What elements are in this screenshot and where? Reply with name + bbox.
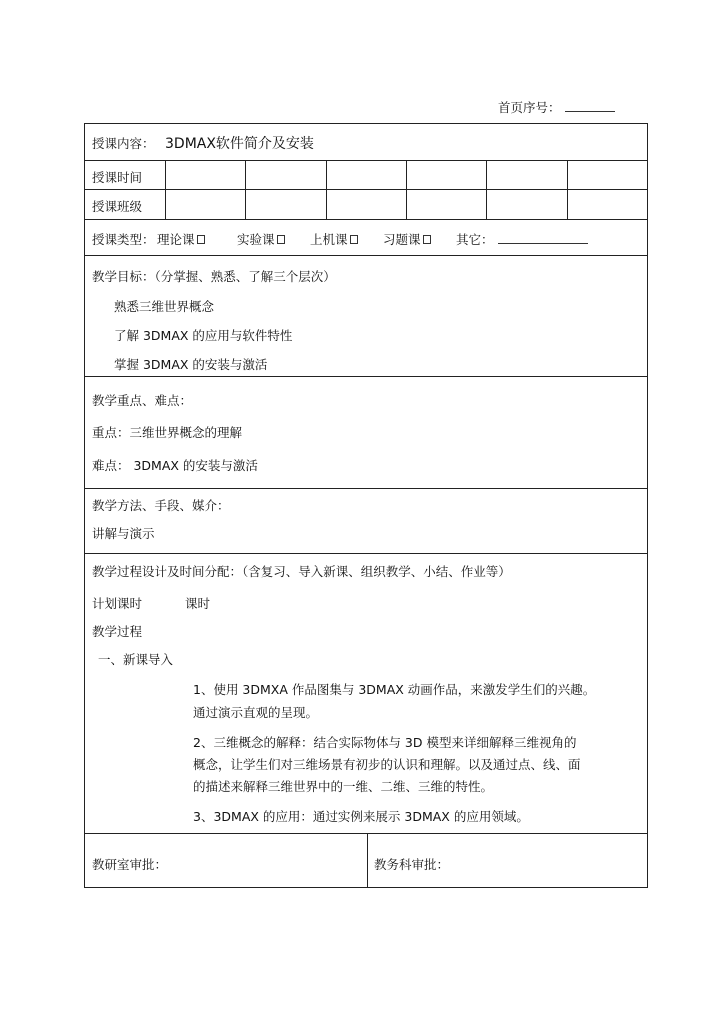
difficulty-text: 难点： 3DMAX 的安装与激活 xyxy=(92,458,258,473)
process-label: 教学过程 xyxy=(92,624,143,639)
process-paragraph-line: 2、三维概念的解释：结合实际物体与 3D 模型来详细解释三维视角的 xyxy=(193,735,577,750)
class-cell[interactable] xyxy=(165,190,166,219)
process-paragraph-line: 3、3DMAX 的应用：通过实例来展示 3DMAX 的应用领域。 xyxy=(193,809,529,824)
objective-item: 熟悉三维世界概念 xyxy=(114,299,215,314)
lesson-plan-form xyxy=(84,123,648,888)
objective-item: 了解 3DMAX 的应用与软件特性 xyxy=(114,328,293,343)
time-cell[interactable] xyxy=(165,161,166,189)
objectives-title: 教学目标：（分掌握、熟悉、了解三个层次） xyxy=(92,269,336,284)
page-number-label: 首页序号： xyxy=(498,100,561,115)
page-number-blank[interactable] xyxy=(565,99,615,112)
course-type-option[interactable]: 理论课 xyxy=(157,230,205,248)
key-points-row xyxy=(85,377,647,489)
objectives-row xyxy=(85,256,647,377)
process-paragraph-line: 1、使用 3DMXA 作品图集与 3DMAX 动画作品，来激发学生们的兴趣。 xyxy=(193,682,596,697)
approvals-divider xyxy=(367,834,368,887)
checkbox-icon[interactable] xyxy=(197,235,205,244)
course-content-value: 3DMAX软件简介及安装 xyxy=(165,136,314,152)
process-paragraph-line: 通过演示直观的呈现。 xyxy=(193,705,319,720)
key-point-text: 重点：三维世界概念的理解 xyxy=(92,425,243,440)
course-type-row xyxy=(85,220,647,256)
course-type-option[interactable]: 实验课 xyxy=(237,230,285,248)
section-heading: 一、新课导入 xyxy=(98,652,174,667)
class-cell[interactable] xyxy=(567,190,568,219)
checkbox-icon[interactable] xyxy=(277,235,285,244)
time-cell[interactable] xyxy=(245,161,246,189)
time-cell[interactable] xyxy=(406,161,407,189)
planned-hours-label: 计划课时 xyxy=(92,596,143,611)
approvals-row xyxy=(85,834,647,887)
page-number xyxy=(498,98,615,116)
methods-value: 讲解与演示 xyxy=(92,526,155,541)
methods-row xyxy=(85,489,647,554)
course-type-other: 其它： xyxy=(456,230,588,248)
time-cell[interactable] xyxy=(486,161,487,189)
class-cell[interactable] xyxy=(486,190,487,219)
process-title: 教学过程设计及时间分配：（含复习、导入新课、组织教学、小结、作业等） xyxy=(92,564,511,579)
other-input-line[interactable] xyxy=(498,231,588,244)
process-paragraph-line: 概念，让学生们对三维场景有初步的认识和理解。以及通过点、线、面 xyxy=(193,757,581,772)
class-row-label: 授课班级 xyxy=(92,199,143,214)
objective-item: 掌握 3DMAX 的安装与激活 xyxy=(114,357,268,372)
time-cell[interactable] xyxy=(567,161,568,189)
class-cell[interactable] xyxy=(245,190,246,219)
key-points-title: 教学重点、难点： xyxy=(92,393,193,408)
academic-affairs-approval: 教务科审批： xyxy=(374,857,450,872)
checkbox-icon[interactable] xyxy=(423,235,431,244)
course-type-option[interactable]: 习题课 xyxy=(383,230,431,248)
hours-unit: 课时 xyxy=(185,596,211,611)
time-row-label: 授课时间 xyxy=(92,170,143,185)
process-paragraph-line: 的描述来解释三维世界中的一维、二维、三维的特性。 xyxy=(193,779,494,794)
research-office-approval: 教研室审批： xyxy=(92,857,168,872)
course-content-row xyxy=(85,124,647,161)
class-cell[interactable] xyxy=(406,190,407,219)
checkbox-icon[interactable] xyxy=(350,235,358,244)
process-row xyxy=(85,554,647,834)
course-type-label: 授课类型： xyxy=(92,232,155,247)
course-type-option[interactable]: 上机课 xyxy=(310,230,358,248)
class-row xyxy=(85,190,647,220)
time-cell[interactable] xyxy=(326,161,327,189)
methods-title: 教学方法、手段、媒介： xyxy=(92,498,230,513)
time-row xyxy=(85,161,647,190)
class-cell[interactable] xyxy=(326,190,327,219)
course-content-label: 授课内容： xyxy=(92,136,155,151)
